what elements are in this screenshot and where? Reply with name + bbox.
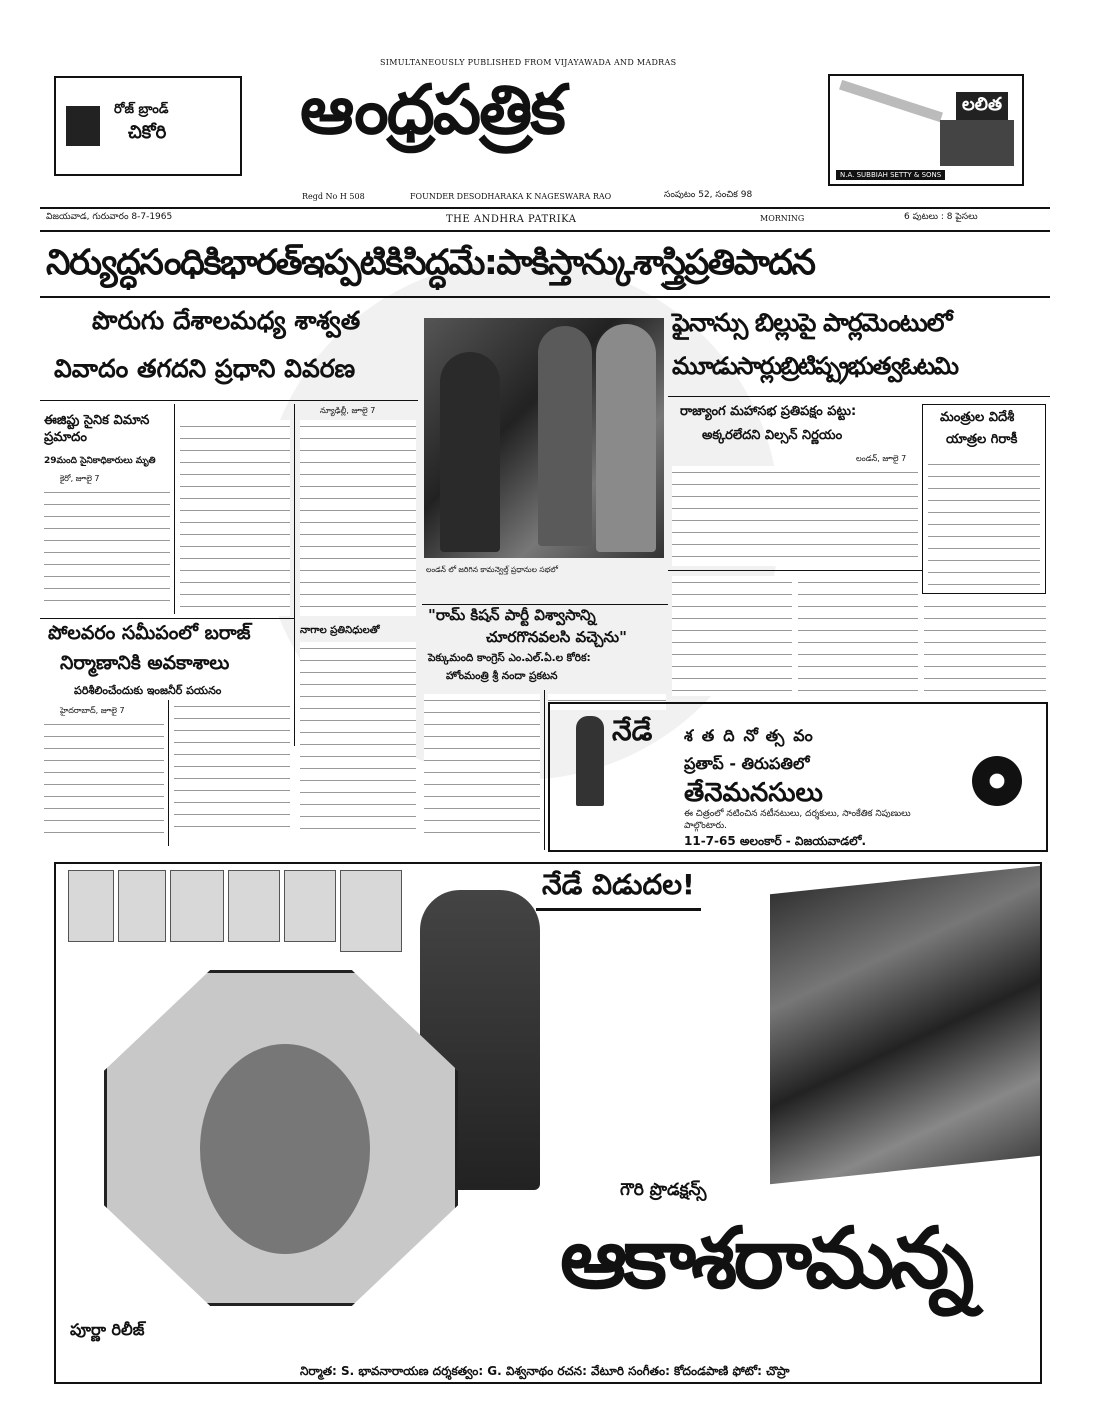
col-divider-1 [174,404,175,614]
pages-price: 6 పుటలు : 8 పైసలు [904,212,978,222]
ramkishan-sub: పెక్కుమంది కాంగ్రెస్ ఎం.ఎల్.ఏ.ల కోరిక: [428,652,591,664]
shastri-body-a [180,420,290,616]
polavaram-head-2: నిర్మాణానికి అవకాశాలు [60,652,230,674]
photo-figure-1 [440,352,500,552]
volume-issue: సంపుటం 52, సంచిక 98 [664,190,753,200]
finance-body-c [798,576,918,696]
right-lalitha-ad [828,74,1024,186]
shastri-body-b [300,420,416,616]
star-portrait-5 [284,870,336,942]
incense-stick-icon [839,80,943,122]
polavaram-top-rule [40,618,294,619]
trophy-icon [576,716,604,806]
ramkishan-sub2: హోంమంత్రి శ్రీ నందా ప్రకటన [446,670,558,682]
photo-caption: లండన్ లో జరిగిన కామన్వెల్త్ ప్రధానుల సభలో [426,565,558,574]
london-lead: లండన్, జూలై 7 [856,454,907,463]
edition: MORNING [760,214,805,223]
left-headline-rule [40,400,418,401]
release-banner: నేడే విడుదల! [536,868,701,911]
polavaram-body-a [44,718,164,836]
ramkishan-head-2: చూరగొనవలసి వచ్చెను" [486,628,627,646]
egypt-sub: 29మంది సైనికాధికారులు మృతి [44,456,156,466]
star-portrait-3 [170,870,224,942]
venue-line: ప్రతాప్ - తిరుపతిలో [684,754,810,773]
ministers-body [928,458,1040,588]
dateline-bottom-rule [40,230,1050,232]
left-chicory-ad [54,76,242,176]
thene-desc: ఈ చిత్రంలో నటించిన నటీనటులు, దర్శకులు, సాంకేతిక నిపుణులు పాల్గొంటారు. [684,809,911,831]
finance-head-2: మూడుసార్లుబ్రిటిష్ప్రభుత్వఓటమి [672,352,958,380]
rhodesia-sub: అక్కరలేదని విల్సన్ నిర్ణయం [702,428,843,443]
egypt-head: ఈజిప్టు సైనిక విమాన ప్రమాదం [44,413,150,445]
right-face-strip [770,866,1040,1184]
film-credits: నిర్మాత: S. భావనారాయణ దర్శకత్వం: G. విశ్వనాథం రచన: వేటూరి సంగీతం: కోదండపాణి ఫోటో: చొప్రా [300,1364,790,1378]
star-portrait-2 [118,870,166,942]
naga-head: నాగాల ప్రతినిధులతో [300,625,380,636]
col-divider-4 [544,690,545,850]
star-portrait-1 [68,870,114,942]
place-date: విజయవాడ, గురువారం 8-7-1965 [46,212,173,222]
paper-name: THE ANDHRA PATRIKA [446,214,577,225]
flower-logo-icon [972,756,1022,806]
distributor-name: పూర్ణా రిలీజ్ [70,1320,145,1339]
lalitha-brand: లలిత [956,92,1008,121]
simultaneous-line: SIMULTANEOUSLY PUBLISHED FROM VIJAYAWADA AND MADRAS [380,58,677,67]
chicory-logo [66,106,100,146]
heroine-face [200,1044,370,1254]
chicory-name: చికోరి [128,122,167,143]
rhodesia-head: రాజ్యాంగ మహాసభ ప్రతిపక్షం పట్టు: [680,404,857,419]
film-title: ఆకాశరామన్న [560,1209,971,1307]
ramkishan-top-rule [422,604,668,605]
shastri-lead: న్యూఢిల్లీ, జూలై 7 [320,406,376,415]
star-portrait-6 [340,870,402,952]
lalitha-maker: N.A. SUBBIAH SETTY & SONS [836,170,945,180]
centenary-line: శతదినోత్సవం [684,726,822,745]
shastri-headline-2: వివాదం తగదని ప్రధాని వివరణ [54,354,356,383]
finance-rule [668,396,1050,397]
ramkishan-body-a [424,694,540,836]
egypt-lead: కైరో, జూలై 7 [60,474,100,483]
film-title-thene: తేనెమనసులు [684,778,823,808]
thene-date-place: 11-7-65 అలంకార్ - విజయవాడలో. [684,834,867,848]
photo-figure-2 [538,326,592,546]
polavaram-sub: పరిశీలించేందుకు ఇంజనీర్ పయనం [74,684,222,697]
star-portrait-4 [228,870,280,942]
col-divider-2 [294,404,295,746]
ramkishan-head-1: "రామ్ కిషన్ పార్టీ విశ్వాసాన్ని [428,606,596,624]
finance-body-b [672,576,792,696]
polavaram-body-b [174,700,290,836]
right-col-body [924,600,1046,696]
col-divider-3 [168,700,169,846]
naga-body [300,642,416,836]
egypt-body [44,486,170,612]
masthead-title: ఆంధ్రపత్రిక [300,71,564,150]
today-label: నేడే [612,714,653,747]
shastri-headline-1: పొరుగు దేశాలమధ్య శాశ్వత [92,306,361,335]
lalitha-box [940,120,1014,166]
finance-head-1: ఫైనాన్సు బిల్లుపై పార్లమెంటులో [672,308,952,337]
finance-mid-rule [668,570,922,571]
polavaram-head-1: పోలవరం సమీపంలో బరాజ్ [48,622,251,644]
polavaram-lead: హైదరాబాద్, జూలై 7 [60,706,125,715]
producer-name: గౌరి ప్రొడక్షన్స్ [620,1180,707,1200]
chicory-brand: రోజ్ బ్రాండ్ [114,102,169,117]
banner-headline: నిర్యుద్ధసంధికిభారత్ఇప్పటికిసిద్ధమే:పాకిస్తాన్కుశాస్త్రిప్రతిపాదన [46,243,815,283]
ministers-head-2: యాత్రల గిరాకీ [946,432,1018,447]
finance-body-a [672,466,918,566]
thene-manasulu-ad [548,702,1048,852]
founder-line: FOUNDER DESODHARAKA K NAGESWARA RAO [410,192,612,201]
photo-figure-3 [596,324,656,552]
banner-rule [40,296,1050,298]
regd-number: Regd No H 508 [302,192,365,201]
ministers-head-1: మంత్రుల విదేశీ [940,410,1015,425]
dateline-top-rule [40,207,1050,209]
